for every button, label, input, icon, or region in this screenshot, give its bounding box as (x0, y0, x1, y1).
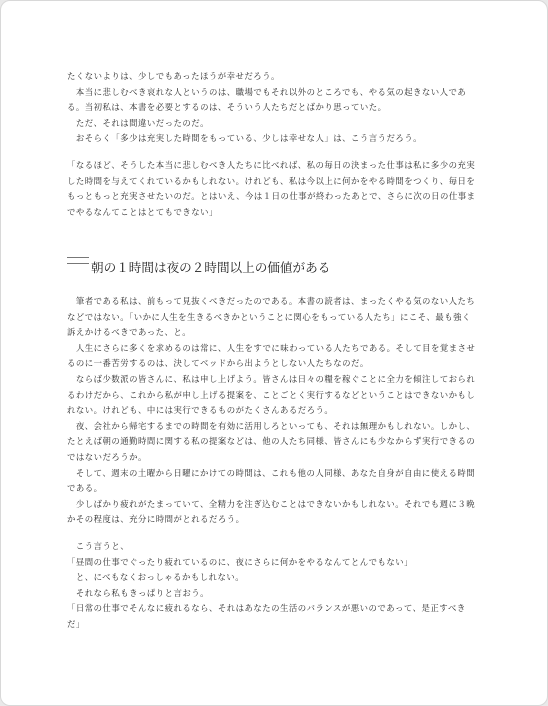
text-line: ではないだろうか。 (67, 451, 147, 462)
text-line: した時間を与えてくれているかもしれない。けれども、私は今以上に何かをやる時間をつくり、毎日を (67, 175, 476, 186)
text-line: 「なるほど、そうした本当に悲しむべき人たちに比べれば、私の毎日の決まった仕事は私に多少の充実 (67, 160, 476, 170)
text-line: こう言うと、 (67, 541, 130, 551)
text-line: 夜、会社から帰宅するまでの時間を有効に活用しろといっても、それは無理かもしれない。しかし、 (67, 420, 476, 431)
text-line: 人生にさらに多くを求めるのは常に、人生をすでに味わっている人たちである。そして目を覚まさせ (67, 342, 476, 353)
text-line: ならば少数派の皆さんに、私は申し上げよう。皆さんは日々の糧を稼ぐことに全力を傾注しておられ (67, 373, 476, 384)
text-line: ただ、それは間違いだったのだ。 (67, 117, 209, 128)
text-line: だ」 (67, 618, 85, 629)
text-line: そして、週末の土曜から日曜にかけての時間は、これも他の人同様、あなた自身が自由に使える時間 (67, 467, 476, 478)
text-line: である。 (67, 483, 103, 494)
text-line: などではない。「いかに人生を生きるべきかということに関心をもっている人たち」にこそ、最も強く (67, 311, 471, 322)
body-paragraphs (67, 294, 487, 528)
text-line: れない。けれども、中には実行できるものがたくさんあるだろう。 (67, 405, 334, 416)
text-line: 「日常の仕事でそんなに疲れるなら、それはあなたの生活のバランスが悪いのであって、是正すべき (67, 603, 466, 614)
text-line: それなら私もきっぱりと言おう。 (67, 587, 209, 598)
text-line: おそらく「多少は充実した時間をもっている、少しは幸せな人」は、こう言うだろう。 (67, 133, 422, 144)
section-heading-text: 朝の１時間は夜の２時間以上の価値がある (91, 260, 331, 275)
text-line: る。当初私は、本書を必要とするのは、そういう人たちだとばかり思っていた。 (67, 102, 387, 113)
text-line: もっともっと充実させたいのだ。とはいえ、今は１日の仕事が終わったあとで、さらに次の日の仕事ま (67, 191, 476, 202)
heading-marker-icon (67, 257, 89, 264)
closing-paragraphs (67, 539, 487, 633)
text-line: かその程度は、充分に時間がとれるだろう。 (67, 514, 245, 525)
section-heading (67, 257, 330, 278)
text-line: 筆者である私は、前もって見抜くべきだったのである。本書の読者は、まったくやる気のない人たち (67, 296, 476, 306)
intro-paragraphs (67, 69, 487, 147)
text-line: 「昼間の仕事でぐったり疲れているのに、夜にさらに何かをやるなんてとんでもない」 (67, 556, 413, 567)
text-line: たくないよりは、少しでもあったほうが幸せだろう。 (67, 71, 280, 81)
text-line: 本当に悲しむべき哀れな人というのは、職場でもそれ以外のところでも、やる気の起きない人であ (67, 86, 467, 97)
text-line: たとえば朝の通勤時間に関する私の提案などは、他の人たち同様、皆さんにも少なからず実行できるの (67, 436, 476, 447)
text-line: 少しばかり疲れがたまっていて、全精力を注ぎ込むことはできないかもしれない。それでも週に３晩 (67, 498, 476, 509)
text-line: でやるなんてことはとてもできない」 (67, 206, 218, 217)
text-line: と、にべもなくおっしゃるかもしれない。 (67, 572, 245, 583)
text-line: 訴えかけるべきであった、と。 (67, 327, 192, 338)
quote-paragraph (67, 158, 487, 220)
text-line: るのに一番苦労するのは、決してベッドから出ようとしない人たちなのだ。 (67, 358, 369, 369)
text-line: るわけだから、これから私が申し上げる提案を、ことごとく実行するなどということはできないかもし (67, 389, 476, 400)
